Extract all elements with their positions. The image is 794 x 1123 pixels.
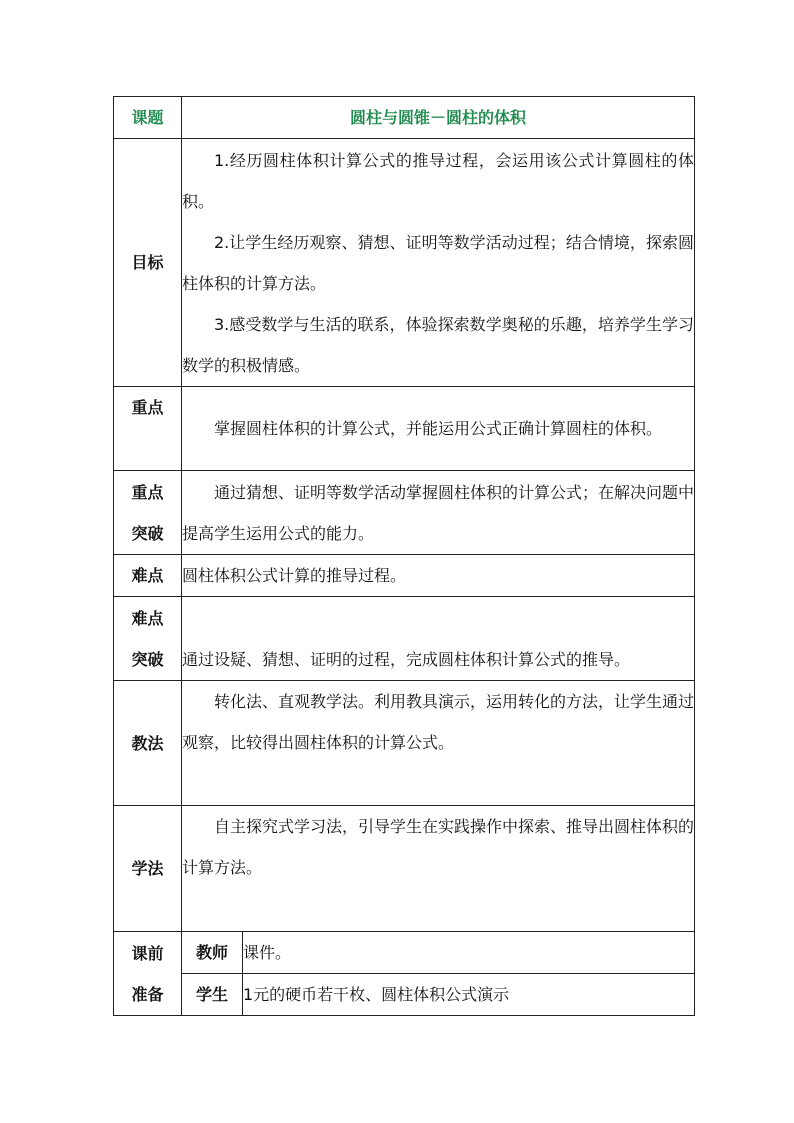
learning-method-row xyxy=(114,806,695,932)
difficulty-breakthrough-text: 通过设疑、猜想、证明的过程，完成圆柱体积计算公式的推导。 xyxy=(182,597,695,681)
goal-item: 2.让学生经历观察、猜想、证明等数学活动过程；结合情境，探索圆柱体积的计算方法。 xyxy=(182,232,695,293)
lesson-plan-table xyxy=(113,96,695,1016)
teacher-prep-text: 课件。 xyxy=(243,932,695,974)
goal-item: 3.感受数学与生活的联系，体验探索数学奥秘的乐趣，培养学生学习数学的积极情感。 xyxy=(182,314,695,375)
key-point-text: 掌握圆柱体积的计算公式，并能运用公式正确计算圆柱的体积。 xyxy=(214,419,663,438)
preparation-label-1: 课前 xyxy=(131,943,164,963)
key-point-row xyxy=(114,387,695,471)
title-row xyxy=(114,97,695,139)
key-point-label: 重点 xyxy=(114,387,182,471)
preparation-label-2: 准备 xyxy=(131,984,164,1004)
key-breakthrough-row xyxy=(114,471,695,555)
lesson-title: 圆柱与圆锥－圆柱的体积 xyxy=(182,97,695,139)
teacher-label: 教师 xyxy=(182,932,243,974)
difficulty-breakthrough-row xyxy=(114,597,695,681)
key-breakthrough-text: 通过猜想、证明等数学活动掌握圆柱体积的计算公式；在解决问题中提高学生运用公式的能力。 xyxy=(182,482,695,543)
title-label: 课题 xyxy=(114,97,182,139)
key-breakthrough-label xyxy=(114,471,182,555)
key-breakthrough-label-2: 突破 xyxy=(131,523,164,543)
teaching-method-row xyxy=(114,681,695,806)
key-breakthrough-label-1: 重点 xyxy=(131,482,164,502)
difficulty-row xyxy=(114,555,695,597)
learning-method-text: 自主探究式学习法，引导学生在实践操作中探索、推导出圆柱体积的计算方法。 xyxy=(182,817,695,877)
teaching-method-text: 转化法、直观教学法。利用教具演示，运用转化的方法，让学生通过观察，比较得出圆柱体积的计算公式。 xyxy=(182,692,695,752)
difficulty-label: 难点 xyxy=(114,555,182,597)
goals-row xyxy=(114,139,695,387)
prep-student-row xyxy=(114,974,695,1016)
student-label: 学生 xyxy=(182,974,243,1016)
goals-label: 目标 xyxy=(114,139,182,387)
difficulty-breakthrough-label-1: 难点 xyxy=(131,608,164,628)
teaching-method-label: 教法 xyxy=(114,681,182,806)
student-prep-text: 1元的硬币若干枚、圆柱体积公式演示 xyxy=(243,974,695,1016)
learning-method-label: 学法 xyxy=(114,806,182,932)
difficulty-text: 圆柱体积公式计算的推导过程。 xyxy=(182,555,695,597)
prep-teacher-row xyxy=(114,932,695,974)
difficulty-breakthrough-label-2: 突破 xyxy=(131,649,164,669)
preparation-label xyxy=(114,932,182,1016)
goals-content xyxy=(182,139,695,387)
goal-item: 1.经历圆柱体积计算公式的推导过程，会运用该公式计算圆柱的体积。 xyxy=(182,150,695,211)
difficulty-breakthrough-label xyxy=(114,597,182,681)
